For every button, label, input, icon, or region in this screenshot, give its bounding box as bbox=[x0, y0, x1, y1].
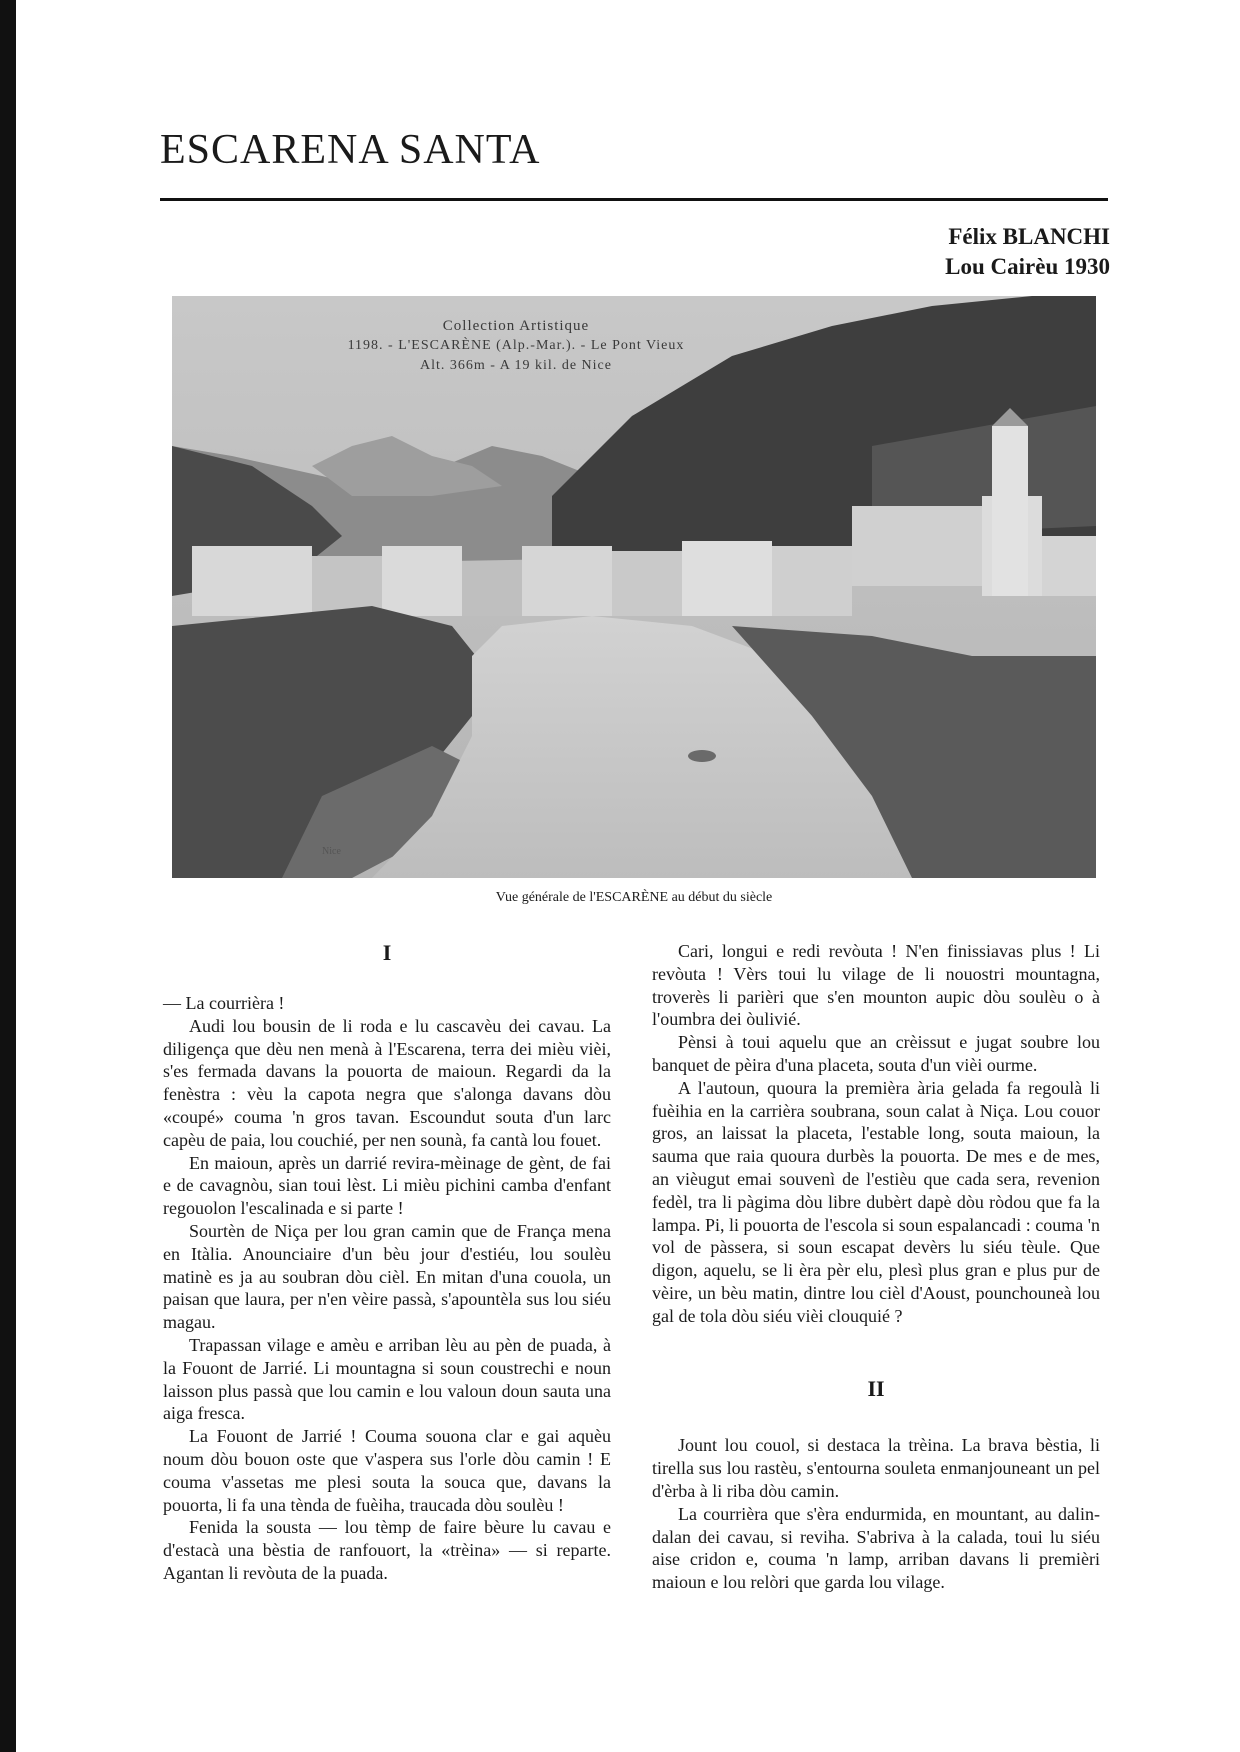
paragraph: En maioun, après un darrié revira-mèinage de gènt, de fai e de cavagnòu, sian toui lèst. Li mièu pichini camba d'enfant regouolon l'escalinada e si parte ! bbox=[163, 1152, 611, 1219]
paragraph: Pènsi à toui aquelu que an crèissut e jugat soubre lou banquet de pèira d'una placeta, souta d'un vièi ourme. bbox=[652, 1032, 1100, 1075]
photo-altitude-label: Alt. 366m - A 19 kil. de Nice bbox=[420, 358, 612, 373]
title-rule bbox=[160, 198, 1108, 201]
village-photo bbox=[172, 296, 1096, 878]
paragraph: Jount lou couol, si destaca la trèina. La brava bèstia, li tirella sus lou rastèu, s'entourna souleta enmanjouneant un pel d'èrba à li riba dòu camin. bbox=[652, 1435, 1100, 1501]
paragraph: Cari, longui e redi revòuta ! N'en finissiavas plus ! Li revòuta ! Vèrs toui lu vilage de li nouostri mountagna, troverès li parièri que s'en mounton aupic dòu soulèu o à l'oumbra dei òulivié. bbox=[652, 941, 1100, 1030]
photo-place-label: 1198. - L'ESCARÈNE (Alp.-Mar.). - Le Pont Vieux bbox=[347, 338, 685, 353]
paragraph: A l'autoun, quoura la premièra ària gelada fa regoulà li fuèihia en la carrièra soubrana, soun calat à Niça. Lou couor gros, an laissat la placeta, l'estable long, souta maioun, la sauma que raia quoura durbès la pouorta. De mes e de mes, an vièugut emai souvenì de l'estièu que cada sera, revenion fedèl, tra li pàgima dòu libre dubèrt dapè dòu ròdou que fa la lampa. Pi, li pouorta de l'escola si soun espalancadi : couma 'n vol de pàssera, si soun escapat devèrs lu siéu tèule. Que digon, aquelu, se li èra pèr elu, plesì plus gran e plus pur de vèire, un bèu matin, dintre lou cièl d'Aoust, pounchouneà lou gal de tola dòu siéu vièi clouquié ? bbox=[652, 1077, 1100, 1326]
paragraph: Sourtèn de Niça per lou gran camin que de França mena en Itàlia. Anounciaire d'un bèu jour d'estiéu, lou soulèu matinè es ja au soubran dòu cièl. En mitan d'una couola, un paisan que laura, per n'en vèire passà, s'apountèla sus lou siéu magau. bbox=[163, 1220, 611, 1333]
source: Lou Cairèu 1930 bbox=[945, 254, 1110, 279]
paragraph: La Fouont de Jarrié ! Couma souona clar e gai aquèu noum dòu bouon oste que v'aspera sus l'orle dòu camin ! E couma v'assetas me plesi souta la souca que, davans la pouorta, li fa una tènda de fuèiha, traucada dòu soulèu ! bbox=[163, 1426, 611, 1515]
paragraph: Fenida la sousta — lou tèmp de faire bèure lu cavau e d'estacà una bèstia de ranfouort, la «trèina» — si reparte. Agantan li revòuta de la puada. bbox=[163, 1517, 611, 1583]
scan-edge bbox=[0, 0, 16, 1752]
photo-caption: Vue générale de l'ESCARÈNE au début du siècle bbox=[495, 890, 773, 905]
photo-collection-label: Collection Artistique bbox=[442, 318, 590, 334]
paragraph: Audi lou bousin de li roda e lu cascavèu dei cavau. La diligença que dèu nen menà à l'Escarena, terra dei mièu vièi, s'es fermada davans la pouorta de maioun. Regardi da la fenèstra : vèu la capota negra que s'alonga davans dòu «coupé» couma 'n gros tavan. Escoundut souta d'un larc capèu de paia, lou couchié, per nen sounà, fa cantà lou fouet. bbox=[163, 1015, 611, 1150]
section-heading-1: I bbox=[382, 940, 392, 965]
paragraph: — La courrièra ! bbox=[163, 993, 285, 1013]
byline bbox=[945, 222, 1110, 282]
author: Félix BLANCHI bbox=[948, 224, 1110, 249]
paragraph: La courrièra que s'èra endurmida, en mountant, au dalin-dalan dei cavau, si reviha. S'abriva à la calada, toui lu siéu aise cridon e, couma 'n lamp, arriban davans li premièri maioun e lou relòri que garda lou vilage. bbox=[652, 1503, 1100, 1593]
column-left bbox=[163, 940, 611, 1585]
page-title: ESCARENA SANTA bbox=[160, 127, 541, 173]
paragraph: Trapassan vilage e amèu e arriban lèu au pèn de puada, à la Fouont de Jarrié. Li mountagna si soun coustrechi e noun laisson plus passà que lou camin e lou valoun doun sauta una aiga fresca. bbox=[163, 1334, 611, 1424]
section-heading-2: II bbox=[867, 1375, 885, 1401]
column-right bbox=[652, 940, 1100, 1594]
photo-stamp: Nice bbox=[322, 846, 341, 857]
